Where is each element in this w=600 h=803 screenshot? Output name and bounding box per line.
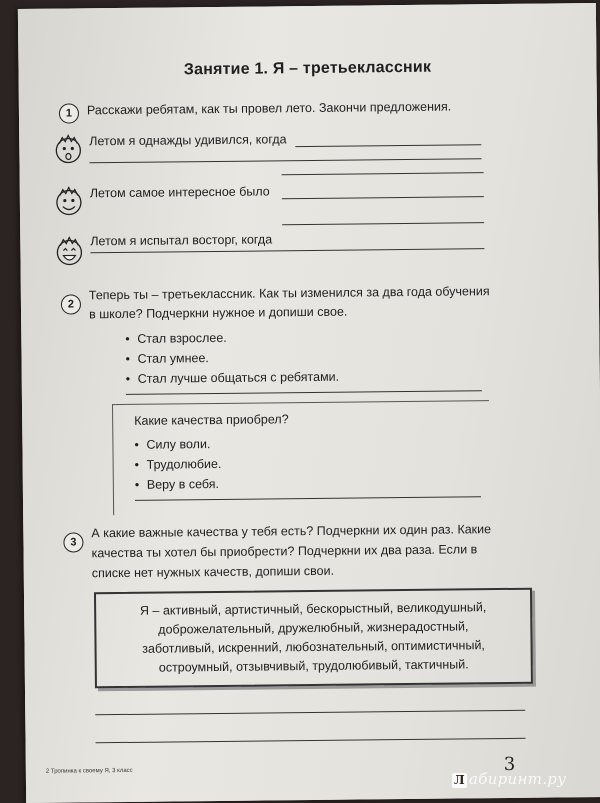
option-item[interactable]: • Стал лучше общаться с ребятами.	[126, 368, 340, 388]
workbook-page	[18, 3, 600, 803]
page-number: 3	[503, 753, 516, 776]
task-2-prompt-line1: Теперь ты – третьеклассник. Как ты изменился за два года обучения	[88, 284, 490, 303]
qualities-line[interactable]: доброжелательный, дружелюбный, жизнерадостный,	[158, 619, 469, 637]
answer-line[interactable]	[282, 196, 484, 199]
answer-line[interactable]	[89, 158, 481, 163]
qualities-line[interactable]: заботливый, искренний, любознательный, оптимистичный,	[142, 638, 485, 656]
delighted-face-icon	[54, 234, 84, 268]
task-3-prompt-line2: качества ты хотел бы приобрести? Подчеркни их два раза. Если в	[91, 542, 478, 561]
footer-text: 2 Тропинка к своему Я, 3 класс	[45, 767, 133, 775]
answer-line[interactable]	[96, 738, 526, 744]
quality-item[interactable]: • Веру в себя.	[135, 475, 219, 494]
task-3-prompt-line1: А какие важные качества у тебя есть? Подчеркни их один раз. Какие	[91, 522, 492, 541]
task-2-number: 2	[61, 294, 81, 314]
answer-line[interactable]	[126, 390, 482, 395]
option-item[interactable]: • Стал умнее.	[125, 349, 209, 368]
answer-line[interactable]	[282, 222, 484, 225]
quality-item[interactable]: • Трудолюбие.	[135, 455, 222, 474]
quality-item[interactable]: • Силу воли.	[134, 435, 210, 454]
sentence-3: Летом я испытал восторг, когда	[90, 232, 273, 249]
surprised-face-icon	[53, 132, 83, 166]
qualities-line[interactable]: Я – активный, артистичный, бескорыстный, великодушный,	[139, 600, 487, 618]
smiling-face-icon	[54, 184, 84, 218]
watermark	[452, 770, 566, 788]
task-2-prompt-line2: в школе? Подчеркни нужное и допиши свое.	[88, 304, 348, 322]
option-item[interactable]: • Стал взрослее.	[125, 329, 227, 348]
sentence-1: Летом я однажды удивился, когда	[89, 132, 287, 149]
task-1-number: 1	[59, 103, 79, 123]
sentence-2: Летом самое интересное было	[89, 184, 270, 201]
task-3-prompt-line3: списке нет нужных качеств, допиши свои.	[91, 563, 335, 581]
qualities-question: Какие качества приобрел?	[134, 412, 289, 428]
page-title: Занятие 1. Я – третьеклассник	[183, 58, 432, 79]
watermark-text: абиринт.ру	[469, 770, 567, 788]
answer-line[interactable]	[282, 172, 484, 175]
qualities-list-box	[94, 588, 533, 689]
task-3-number: 3	[63, 532, 83, 552]
watermark-logo-icon: Л	[452, 773, 467, 788]
answer-line[interactable]	[95, 710, 525, 716]
answer-line[interactable]	[295, 144, 481, 147]
qualities-line[interactable]: остроумный, отзывчивый, трудолюбивый, тактичный.	[158, 657, 469, 675]
task-1-prompt: Расскажи ребятам, как ты провел лето. Закончи предложения.	[86, 99, 452, 118]
